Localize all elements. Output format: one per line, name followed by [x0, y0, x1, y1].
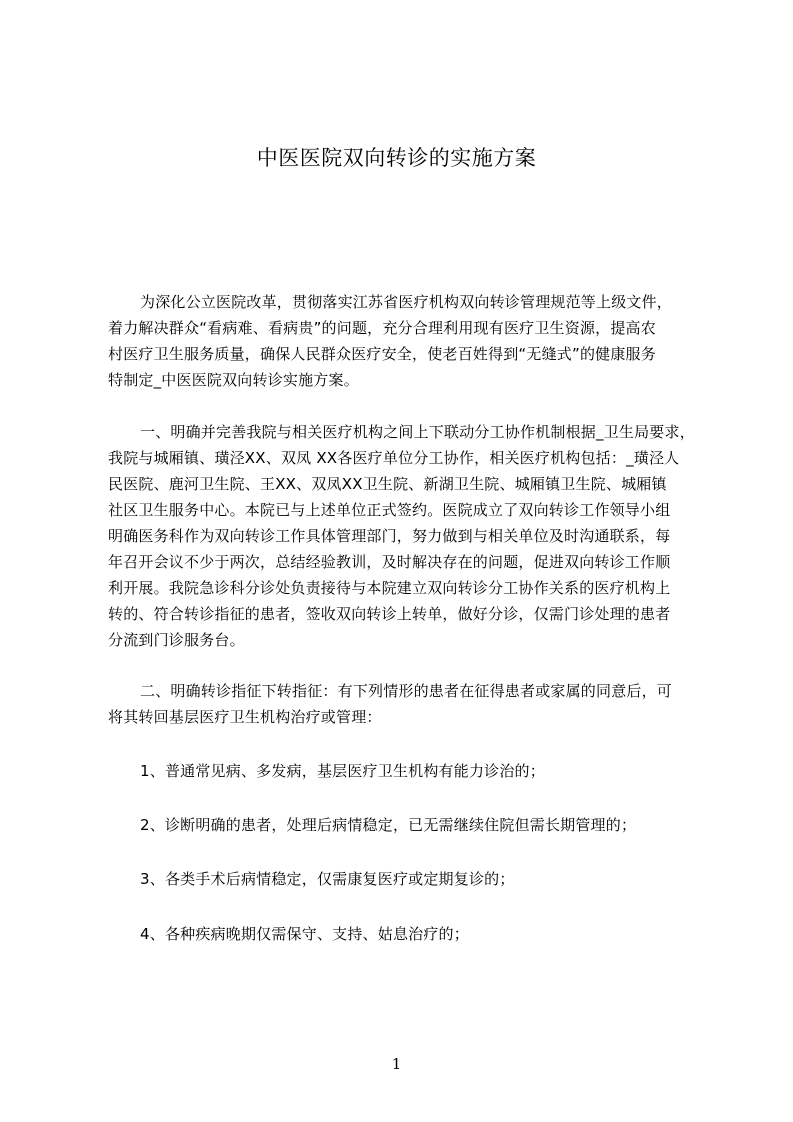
paragraph-3-line-2: 将其转回基层医疗卫生机构治疗或管理： [108, 708, 382, 726]
list-item-4: 4、各种疾病晚期仅需保守、支持、姑息治疗的； [140, 925, 469, 943]
paragraph-2-line-4: 社区卫生服务中心。本院已与上述单位正式签约。医院成立了双向转诊工作领导小组 [108, 501, 671, 519]
paragraph-2-line-6: 年召开会议不少于两次，总结经验教训，及时解决存在的问题，促进双向转诊工作顺 [108, 553, 671, 571]
paragraph-1-line-2: 着力解决群众“看病难、看病贵”的问题，充分合理利用现有医疗卫生资源，提高农 [108, 319, 656, 337]
paragraph-3-line-1: 二、明确转诊指征下转指征：有下列情形的患者在征得患者或家属的同意后，可 [140, 682, 673, 700]
paragraph-1-line-4: 特制定_中医医院双向转诊实施方案。 [108, 371, 359, 389]
paragraph-1-line-1: 为深化公立医院改革，贯彻落实江苏省医疗机构双向转诊管理规范等上级文件， [140, 293, 673, 311]
list-item-2: 2、诊断明确的患者，处理后病情稳定，已无需继续住院但需长期管理的； [140, 816, 637, 834]
page-number: 1 [391, 1055, 402, 1073]
list-item-1: 1、普通常见病、多发病，基层医疗卫生机构有能力诊治的； [140, 762, 545, 780]
document-title: 中医医院双向转诊的实施方案 [256, 146, 537, 170]
paragraph-2-line-7: 利开展。我院急诊科分诊处负责接待与本院建立双向转诊分工协作关系的医疗机构上 [108, 579, 671, 597]
paragraph-2-line-2: 我院与城厢镇、璜泾XX、双凤 XX各医疗单位分工协作，相关医疗机构包括：_璜泾人 [108, 449, 680, 467]
paragraph-2-line-5: 明确医务科作为双向转诊工作具体管理部门，努力做到与相关单位及时沟通联系，每 [108, 527, 671, 545]
list-item-3: 3、各类手术后病情稳定，仅需康复医疗或定期复诊的； [140, 870, 515, 888]
paragraph-1-line-3: 村医疗卫生服务质量，确保人民群众医疗安全，使老百姓得到“无缝式”的健康服务 [108, 345, 656, 363]
paragraph-2-line-9: 分流到门诊服务台。 [108, 631, 245, 649]
paragraph-2-line-3: 民医院、鹿河卫生院、王XX、双凤XX卫生院、新湖卫生院、城厢镇卫生院、城厢镇 [108, 475, 667, 493]
paragraph-2-line-1: 一、明确并完善我院与相关医疗机构之间上下联动分工协作机制根据_卫生局要求， [140, 423, 695, 441]
paragraph-2-line-8: 转的、符合转诊指征的患者，签收双向转诊上转单，做好分诊，仅需门诊处理的患者 [108, 605, 671, 623]
